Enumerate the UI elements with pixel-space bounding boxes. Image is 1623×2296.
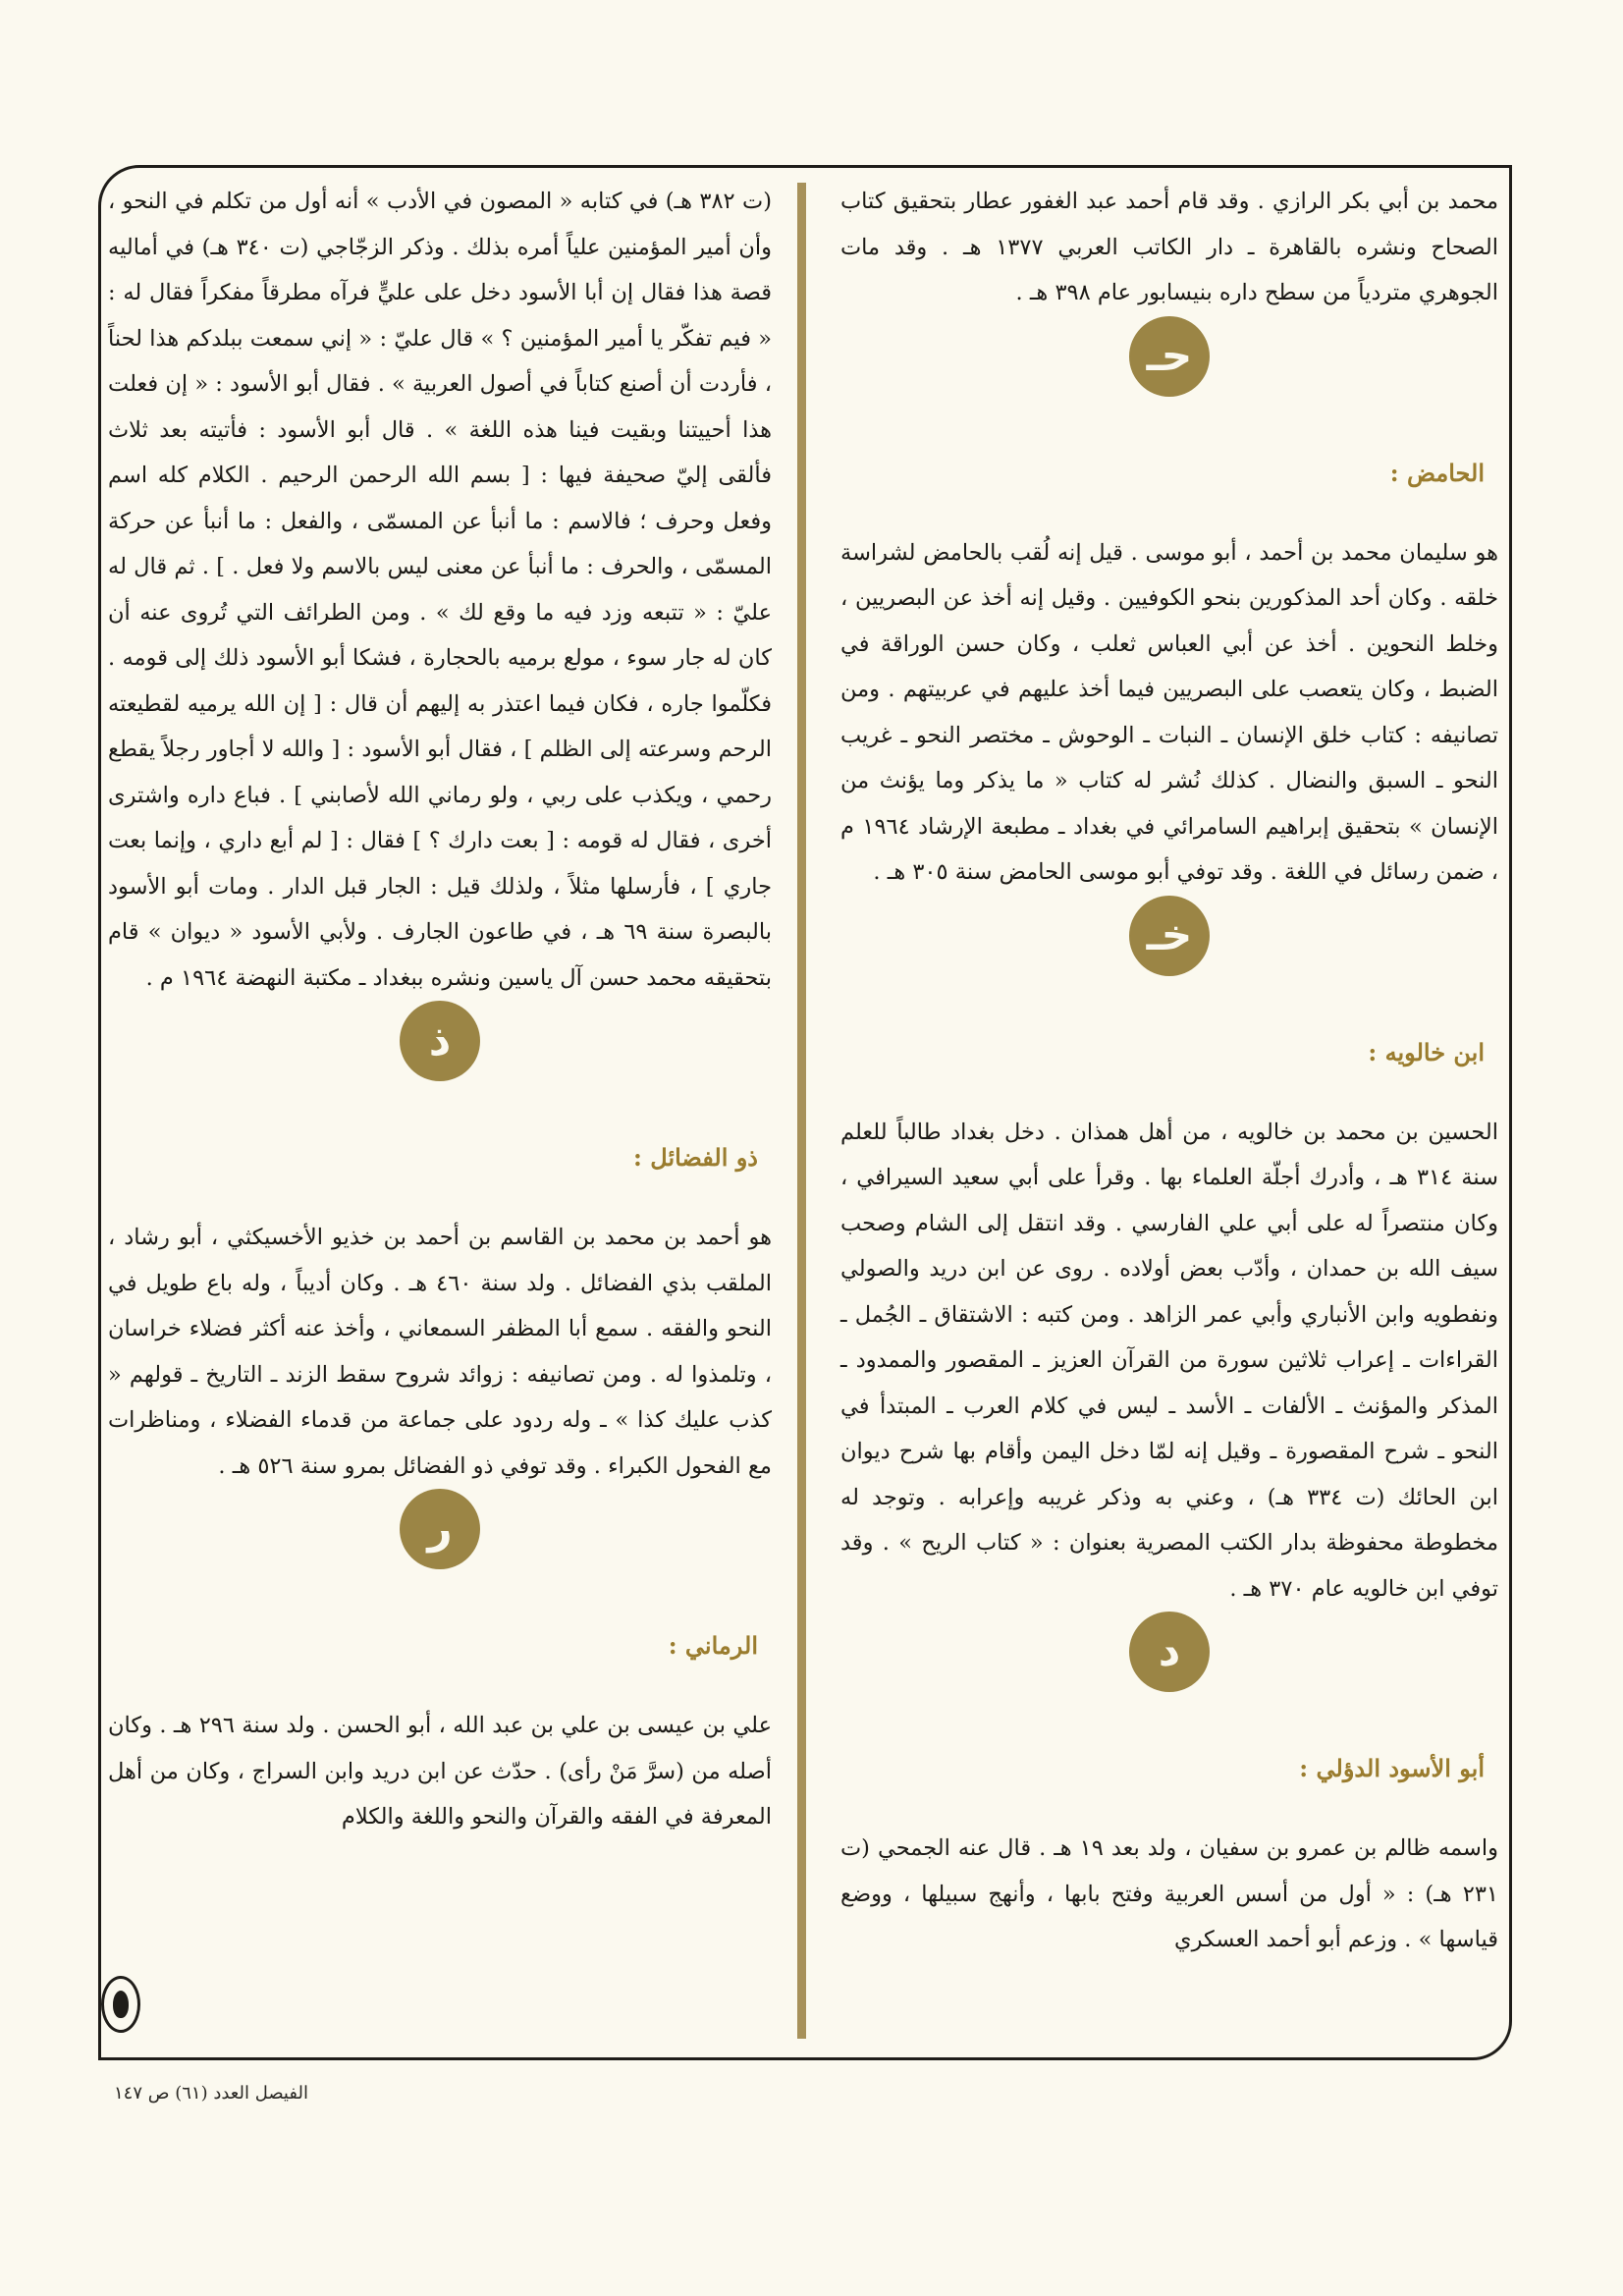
intro-paragraph: محمد بن أبي بكر الرازي . وقد قام أحمد عبد الغفور عطار بتحقيق كتاب الصحاح ونشره بالقاهرة ـ دار الكاتب العربي ١٣٧٧ هـ . وقد مات الجوهري متردياً من سطح داره بنيسابور عام ٣٩٨ هـ .: [840, 189, 1498, 305]
entry-title-duali: أبو الأسود الدؤلي :: [1299, 1754, 1485, 1782]
page-footer: الفيصل العدد (٦١) ص ١٤٧: [114, 2083, 308, 2104]
entry-title-khalawayh: ابن خالويه :: [1368, 1037, 1485, 1066]
entry-title-rummani: الرماني :: [668, 1631, 758, 1660]
entry-body-hamid: هو سليمان محمد بن أحمد ، أبو موسى . قيل إنه لُقب بالحامض لشراسة خلقه . وكان أحد المذكورين بنحو الكوفيين . وقيل إنه أخذ عن البصريين ، وخلط النحوين . أخذ عن أبي العباس ثعلب ، وكان حسن الوراقة في الضبط ، وكان يتعصب على البصريين فيما أخذ عليهم في عربيتهم . ومن تصانيفه : كتاب خلق الإنسان ـ النبات ـ الوحوش ـ مختصر النحو ـ غريب النحو ـ السبق والنضال . كذلك نُشر له كتاب « ما يذكر وما يؤنث من الإنسان » بتحقيق إبراهيم السامرائي في بغداد ـ مطبعة الإرشاد ١٩٦٤ م ، ضمن رسائل في اللغة . وقد توفي أبو موسى الحامض سنة ٣٠٥ هـ .: [840, 539, 1498, 885]
entry-body-khalawayh: الحسين بن محمد بن خالويه ، من أهل همذان . دخل بغداد طالباً للعلم سنة ٣١٤ هـ ، وأدرك أجلّة العلماء بها . وقرأ على أبي سعيد السيرافي ، وكان منتصراً له على أبي علي الفارسي . وقد انتقل إلى الشام وصحب سيف الله بن حمدان ، وأدّب بعض أولاده . روى عن ابن دريد والصولي ونفطويه وابن الأنباري وأبي عمر الزاهد . ومن كتبه : الاشتقاق ـ الجُمل ـ القراءات ـ إعراب ثلاثين سورة من القرآن العزيز ـ المقصور والممدود ـ المذكر والمؤنث ـ الألفات ـ الأسد ـ ليس في كلام العرب ـ المبتدأ في النحو ـ شرح المقصورة ـ وقيل إنه لمّا دخل اليمن وأقام بها شرح ديوان ابن الحائك (ت ٣٣٤ هـ) ، وعني به وذكر غريبه وإعرابه . وتوجد له مخطوطة محفوظة بدار الكتب المصرية بعنوان : « كتاب الريح » . وقد توفي ابن خالويه عام ٣٧٠ هـ .: [840, 1119, 1499, 1602]
left-column: [108, 179, 772, 1840]
column-divider: [797, 183, 806, 2039]
entry-body-duali: واسمه ظالم بن عمرو بن سفيان ، ولد بعد ١٩ هـ . قال عنه الجمحي (ت ٢٣١ هـ) : « أول من أسس العربية وفتح بابها ، وأنهج سبيلها ، ووضع قياسها » . وزعم أبو أحمد العسكري: [840, 1835, 1498, 1952]
letter-emblem-dal: د: [1129, 1612, 1210, 1692]
letter-emblem-dhal: ذ: [400, 1001, 480, 1081]
letter-emblem-ra: ر: [400, 1489, 480, 1569]
page-tab-icon: [101, 1976, 140, 2033]
entry-title-fadail: ذو الفضائل :: [633, 1143, 758, 1172]
entry-title-hamid: الحامض :: [1389, 458, 1485, 487]
right-column: [840, 179, 1498, 1963]
entry-body-duali-continued: (ت ٣٨٢ هـ) في كتابه « المصون في الأدب » أنه أول من تكلم في النحو ، وأن أمير المؤمنين علياً أمره بذلك . وذكر الزجّاجي (ت ٣٤٠ هـ) في أماليه قصة هذا فقال إن أبا الأسود دخل على عليٍّ فرآه مطرقاً مفكراً فقال له : « فيم تفكّر يا أمير المؤمنين ؟ » قال عليّ : « إني سمعت ببلدكم هذا لحناً ، فأردت أن أصنع كتاباً في أصول العربية » . فقال أبو الأسود : « إن فعلت هذا أحييتنا وبقيت فينا هذه اللغة » . قال أبو الأسود : فأتيته بعد ثلاث فألقى إليّ صحيفة فيها : [ بسم الله الرحمن الرحيم . الكلام كله اسم وفعل وحرف ؛ فالاسم : ما أنبأ عن المسمّى ، والفعل : ما أنبأ عن حركة المسمّى ، والحرف : ما أنبأ عن معنى ليس بالاسم ولا فعل . ] . ثم قال له عليّ : « تتبعه وزد فيه ما وقع لك » . ومن الطرائف التي تُروى عنه أن كان له جار سوء ، مولع برميه بالحجارة ، فشكا أبو الأسود ذلك إلى قومه . فكلّموا جاره ، فكان فيما اعتذر به إليهم أن قال : [ إن الله يرميه لقطيعته الرحم وسرعته إلى الظلم ] ، فقال أبو الأسود : [ والله لا أجاور رجلاً يقطع رحمي ، ويكذب على ربي ، ولو رماني الله لأصابني ] . فباع داره واشترى أخرى ، فقال له قومه : [ بعت دارك ؟ ] فقال : [ لم أبع داري ، وإنما بعت جاري ] ، فأرسلها مثلاً ، ولذلك قيل : الجار قبل الدار . ومات أبو الأسود بالبصرة سنة ٦٩ هـ ، في طاعون الجارف . ولأبي الأسود « ديوان » قام بتحقيقه محمد حسن آل ياسين ونشره ببغداد ـ مكتبة النهضة ١٩٦٤ م .: [108, 189, 772, 991]
entry-body-rummani: علي بن عيسى بن علي بن عبد الله ، أبو الحسن . ولد سنة ٢٩٦ هـ . وكان أصله من (سرَّ مَنْ رأى) . حدّث عن ابن دريد وابن السراج ، وكان من أهل المعرفة في الفقه والقرآن والنحو واللغة والكلام: [108, 1713, 772, 1830]
letter-emblem-kha: خـ: [1129, 896, 1210, 976]
entry-body-fadail: هو أحمد بن محمد بن القاسم بن أحمد بن خذيو الأخسيكثي ، أبو رشاد ، الملقب بذي الفضائل . ولد سنة ٤٦٠ هـ . وكان أديباً ، وله باع طويل في النحو والفقه . سمع أبا المظفر السمعاني ، وأخذ عنه أكثر فضلاء خراسان ، وتلمذوا له . ومن تصانيفه : زوائد شروح سقط الزند ـ التاريخ ـ قولهم « كذب عليك كذا » ـ وله ردود على جماعة من قدماء الفضلاء ، ومناظرات مع الفحول الكبراء . وقد توفي ذو الفضائل بمرو سنة ٥٢٦ هـ .: [108, 1225, 773, 1479]
letter-emblem-ha: حـ: [1129, 316, 1210, 397]
